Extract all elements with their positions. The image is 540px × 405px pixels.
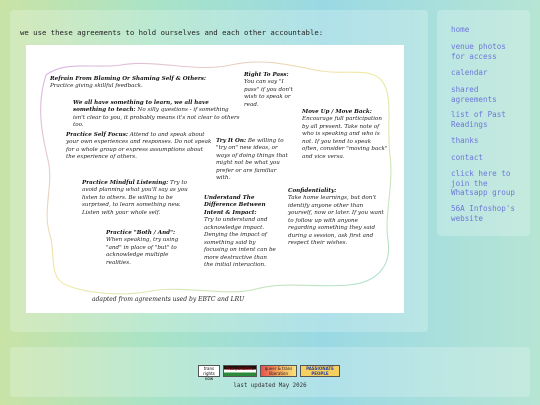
agreement-right-to-pass: Right To Pass: You can say "I pass" if you don't wish to speak or read. bbox=[244, 72, 293, 108]
badge-passionate-people[interactable]: PASSIONATE PEOPLE bbox=[300, 365, 340, 377]
sidebar-nav bbox=[437, 10, 530, 236]
nav-link-whatsapp[interactable]: click here to join the Whatsapp group bbox=[451, 169, 516, 198]
nav-link-home[interactable]: home bbox=[451, 25, 470, 34]
nav-link-thanks[interactable]: thanks bbox=[451, 136, 479, 145]
nav-link-contact[interactable]: contact bbox=[451, 153, 484, 162]
agreement-move-up-back: Move Up / Move Back: Encourage full participation by all present. Take note of who is speaking and who is not. If you tend to speak often, consider "moving back" and vice versa. bbox=[302, 109, 388, 160]
agreements-poster bbox=[26, 45, 404, 313]
nav-link-infoshop[interactable]: 56A Infoshop's website bbox=[451, 204, 516, 223]
nav-link-shared-agreements[interactable]: shared agreements bbox=[451, 85, 497, 104]
badge-queer-trans[interactable]: queer & trans liberation bbox=[260, 365, 297, 377]
agreement-learn-teach: We all have something to learn, we all have something to teach: No silly questions - if something isn't clear to you, it probably means it's not clear to others too. bbox=[73, 100, 240, 129]
agreement-try-it-on: Try It On: Be willing to "try on" new ideas, or ways of doing things that might not be what you prefer or are familiar with. bbox=[216, 138, 288, 182]
agreement-mindful-listening: Practice Mindful Listening: Try to avoid planning what you'll say as you listen to others. Be willing to be surprised, to learn something new. Listen with your whole self. bbox=[82, 180, 188, 216]
footer-panel bbox=[10, 347, 530, 397]
nav-link-calendar[interactable]: calendar bbox=[451, 68, 488, 77]
agreement-both-and: Practice "Both / And": When speaking, try using "and" in place of "but" to acknowledge multiple realities. bbox=[106, 230, 179, 266]
last-updated: last updated May 2026 bbox=[233, 383, 307, 389]
nav-link-past-readings[interactable]: list of Past Readings bbox=[451, 110, 506, 129]
agreement-self-focus: Practice Self Focus: Attend to and speak about your own experiences and responses. Do not speak for a whole group or express assumptions about the experience of others. bbox=[66, 132, 212, 161]
nav-link-venue-photos[interactable]: venue photos for access bbox=[451, 42, 506, 61]
agreement-confidentiality: Confidentiality: Take home learnings, but don't identify anyone other than yourself, now or later. If you want to follow up with anyone regarding something they said during a session, ask first and respect their wishes. bbox=[288, 188, 384, 247]
intro-text: we use these agreements to hold ourselves and each other accountable: bbox=[20, 28, 324, 37]
badge-free-palestine[interactable]: free palestine bbox=[223, 365, 257, 377]
poster-footnote: adapted from agreements used by EBTC and LRU bbox=[92, 296, 245, 303]
badge-trans-rights[interactable]: trans rights now bbox=[198, 365, 220, 377]
agreement-intent-impact: Understand The Difference Between Intent & Impact: Try to understand and acknowledge impact. Denying the impact of something said by focusing on intent can be more destructive than the initial interaction. bbox=[204, 195, 276, 269]
agreement-no-blame: Refrain From Blaming Or Shaming Self & Others: Practice giving skillful feedback. bbox=[50, 76, 206, 90]
